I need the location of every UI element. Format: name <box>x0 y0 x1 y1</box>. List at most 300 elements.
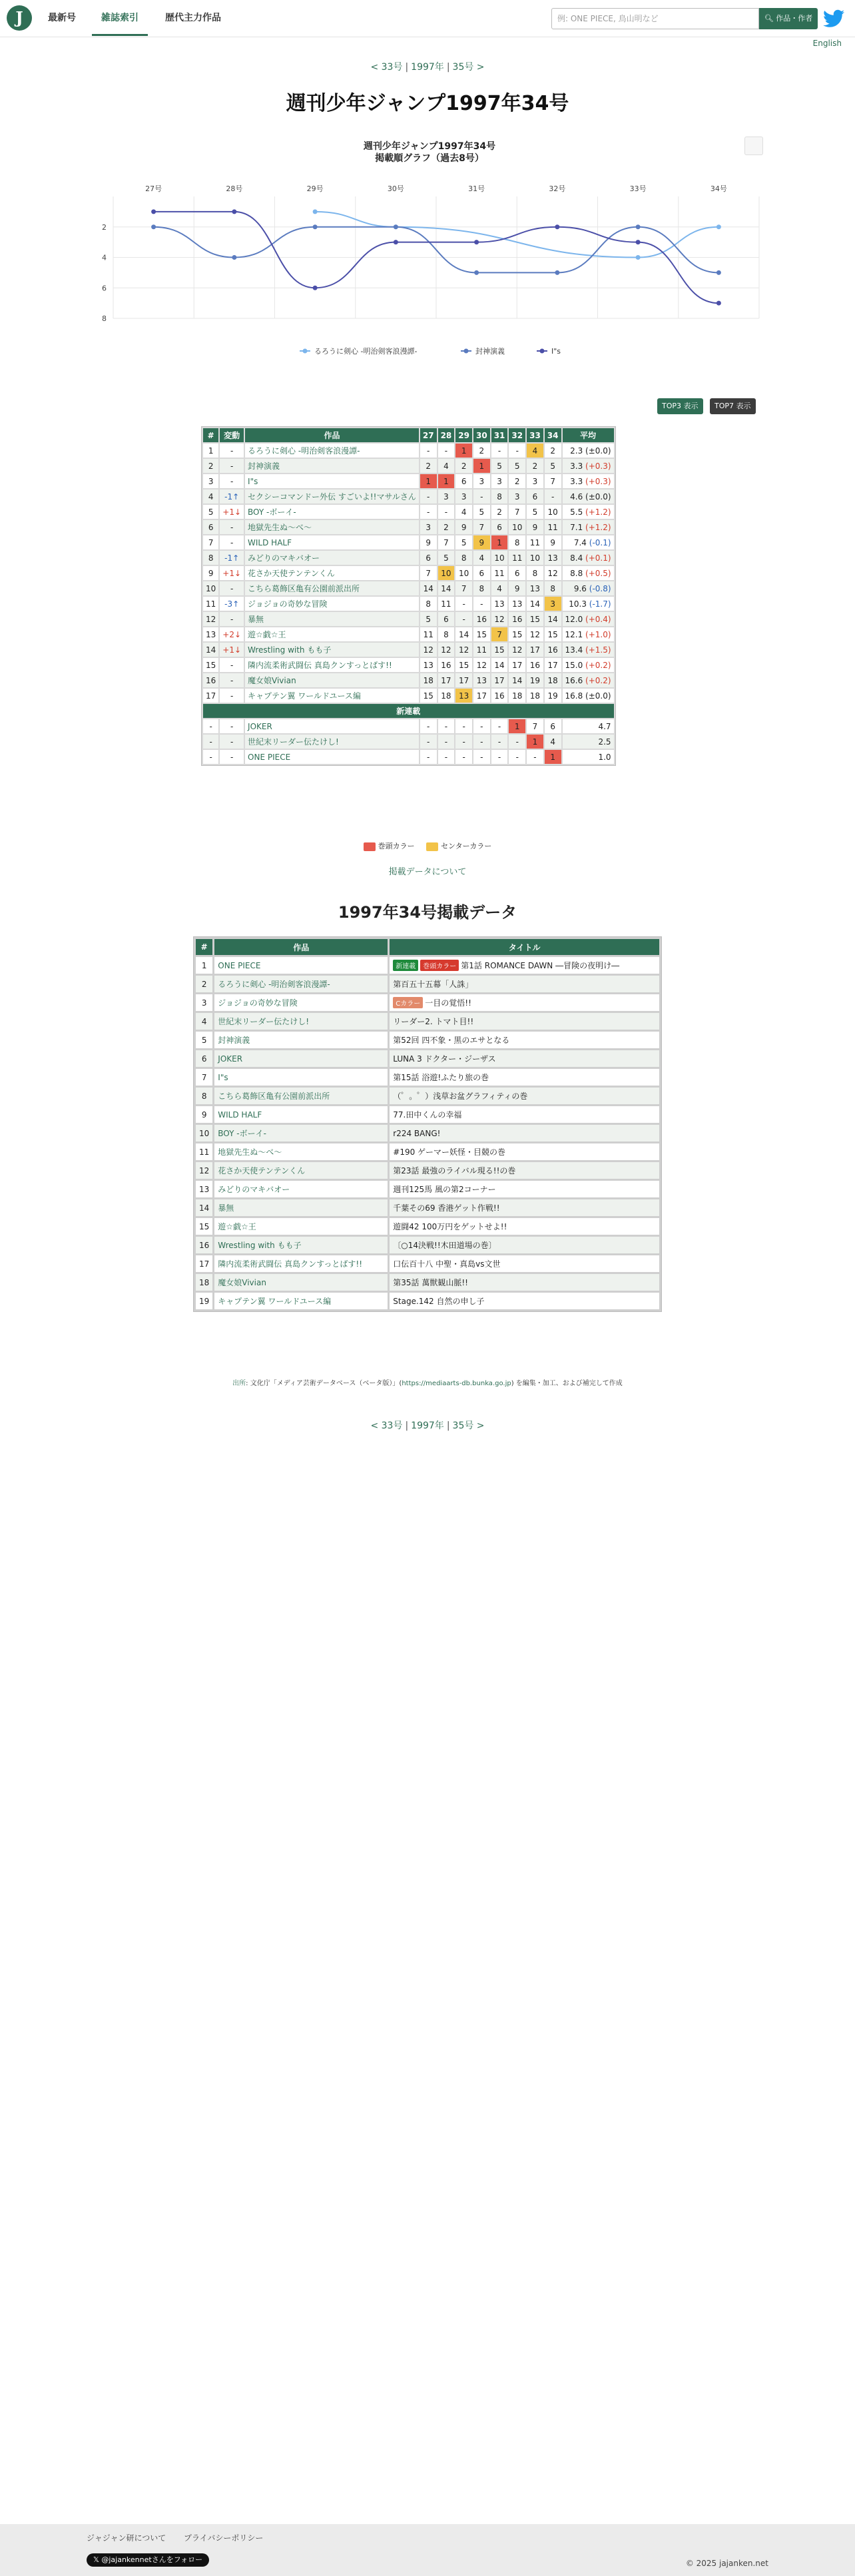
work-link[interactable]: JOKER <box>248 721 272 731</box>
chart-point[interactable] <box>636 255 641 260</box>
average-value: 9.6 <box>573 583 587 593</box>
work-link[interactable]: BOY -ボーイ- <box>248 507 296 517</box>
chart-point[interactable] <box>313 209 318 214</box>
work-link[interactable]: Wrestling with もも子 <box>218 1241 302 1250</box>
chart-point[interactable] <box>394 224 398 229</box>
chart-point[interactable] <box>232 255 236 260</box>
footer-privacy-link[interactable]: プライバシーポリシー <box>184 2533 264 2543</box>
rank-average <box>563 581 614 595</box>
average-value: 4.7 <box>598 721 611 731</box>
work-link[interactable]: キャプテン翼 ワールドユース編 <box>248 691 361 701</box>
rank-cell: 17 <box>455 673 472 687</box>
issue-title-cell <box>390 1181 659 1197</box>
rank-cell: 5 <box>545 459 561 473</box>
work-link[interactable]: 封神演義 <box>248 462 280 471</box>
work-link[interactable]: 世紀末リーダー伝たけし! <box>248 737 339 747</box>
average-value: 3.3 <box>570 461 583 471</box>
page-title: 週刊少年ジャンプ1997年34号 <box>286 92 569 115</box>
chart-point[interactable] <box>313 224 318 229</box>
issue-data-heading: 1997年34号掲載データ <box>338 903 517 922</box>
rank-chart <box>93 137 766 376</box>
issue-row <box>196 1013 659 1030</box>
issue-work-cell <box>214 1013 388 1030</box>
rank-col-header: 29 <box>455 428 472 442</box>
search-button[interactable] <box>759 8 818 29</box>
rank-col-header: 34 <box>545 428 561 442</box>
rank-cell: 6 <box>438 612 455 626</box>
rank-cell: 16 <box>438 658 455 672</box>
top7-button[interactable]: TOP7 表示 <box>710 398 756 414</box>
new-series-row <box>203 750 614 764</box>
issue-order: 3 <box>196 994 212 1011</box>
rank-cell: 10 <box>509 520 525 534</box>
legend-marker <box>464 349 469 354</box>
work-link[interactable]: こちら葛飾区亀有公園前派出所 <box>218 1092 330 1101</box>
rank-title-cell <box>245 719 419 733</box>
rank-cell: - <box>491 750 508 764</box>
rank-cell: - <box>438 735 455 749</box>
site-header <box>0 0 855 37</box>
source-label[interactable]: 出所 <box>232 1380 246 1387</box>
chart-point[interactable] <box>151 209 156 214</box>
average-value: 10.3 <box>569 599 587 609</box>
rank-cell: 8 <box>491 489 508 503</box>
issue-title-cell <box>390 1013 659 1030</box>
rank-cell: - <box>420 505 437 519</box>
source-link[interactable]: https://mediaarts-db.bunka.go.jp <box>402 1380 511 1387</box>
chart-x-tick-label: 32号 <box>549 184 566 193</box>
rank-number: - <box>203 735 218 749</box>
chart-point[interactable] <box>636 240 641 244</box>
average-diff: (+0.5) <box>585 568 611 578</box>
issue-order: 8 <box>196 1088 212 1104</box>
rank-cell: 17 <box>527 643 543 657</box>
search-icon: 🔍︎ <box>764 14 774 23</box>
rank-cell: 9 <box>420 535 437 549</box>
issue-work-cell <box>214 1125 388 1141</box>
chart-point[interactable] <box>716 270 721 275</box>
rank-cell: 6 <box>509 566 525 580</box>
rank-change: - <box>220 444 244 458</box>
rank-change: +1↓ <box>220 566 244 580</box>
issue-order: 10 <box>196 1125 212 1141</box>
issue-order: 6 <box>196 1050 212 1067</box>
average-diff: (+1.2) <box>585 507 611 517</box>
rank-col-header: 32 <box>509 428 525 442</box>
issue-work-cell <box>214 1255 388 1272</box>
episode-title: 第百五十五幕「人誅」 <box>393 980 473 989</box>
average-value: 1.0 <box>598 752 611 762</box>
issue-work-cell <box>214 1162 388 1179</box>
work-link[interactable]: 隣内流柔術武闘伝 真島クンすっとばす!! <box>248 661 392 670</box>
year-link[interactable]: 1997年 <box>411 1421 444 1431</box>
rank-cell: 13 <box>491 597 508 611</box>
rank-title-cell <box>245 735 419 749</box>
issue-row <box>196 1237 659 1253</box>
rank-average <box>563 489 614 503</box>
average-diff: (+0.1) <box>585 553 611 563</box>
chart-plot <box>93 176 766 376</box>
rank-cell: - <box>491 444 508 458</box>
issue-title-cell <box>390 1255 659 1272</box>
rank-cell: 14 <box>420 581 437 595</box>
episode-title: 第1話 ROMANCE DAWN ―冒険の夜明け― <box>461 961 620 970</box>
rank-change: - <box>220 612 244 626</box>
year-link[interactable]: 1997年 <box>411 62 444 73</box>
issue-order: 5 <box>196 1032 212 1048</box>
rank-cell: 16 <box>491 689 508 703</box>
rank-change: - <box>220 535 244 549</box>
pager-separator: | <box>405 62 409 73</box>
rank-cell: 8 <box>420 597 437 611</box>
prev-issue-link[interactable]: < 33号 <box>370 62 403 73</box>
rank-cell: 18 <box>420 673 437 687</box>
follow-button[interactable]: 𝕏 @jajankennetさんをフォロー <box>87 2553 209 2567</box>
next-issue-link[interactable]: 35号 > <box>452 1421 485 1431</box>
legend-label[interactable]: 封神演義 <box>475 347 505 356</box>
chart-point[interactable] <box>716 301 721 306</box>
chart-point[interactable] <box>474 240 479 244</box>
issue-order: 2 <box>196 976 212 992</box>
rank-cell: 1 <box>438 474 455 488</box>
rank-number: 14 <box>203 643 218 657</box>
chart-point[interactable] <box>232 209 236 214</box>
rank-cell: - <box>473 489 490 503</box>
rank-cell: 1 <box>420 474 437 488</box>
rank-cell: 13 <box>545 551 561 565</box>
work-link[interactable]: WILD HALF <box>248 537 292 547</box>
work-link[interactable]: I"s <box>248 476 258 486</box>
rank-cell: 3 <box>473 474 490 488</box>
rank-cell: 6 <box>491 520 508 534</box>
rank-row <box>203 566 614 580</box>
color-badge: 巻頭カラー <box>420 960 459 971</box>
issue-work-cell <box>214 1143 388 1160</box>
rank-cell: 12 <box>545 566 561 580</box>
rank-cell: 11 <box>527 535 543 549</box>
issue-row <box>196 1125 659 1141</box>
rank-title-cell <box>245 566 419 580</box>
rank-cell: 6 <box>420 551 437 565</box>
work-link[interactable]: WILD HALF <box>218 1110 262 1120</box>
average-diff: (+1.5) <box>585 645 611 655</box>
issue-order: 19 <box>196 1293 212 1309</box>
work-link[interactable]: 隣内流柔術武闘伝 真島クンすっとばす!! <box>218 1259 362 1269</box>
rank-change: -1↑ <box>220 551 244 565</box>
legend-cover-label: 巻頭カラー <box>378 842 415 850</box>
work-link[interactable]: セクシーコマンドー外伝 すごいよ!!マサルさん <box>248 492 416 501</box>
episode-title: 第35話 萬獣観山脈!! <box>393 1278 468 1287</box>
chart-x-tick-label: 27号 <box>145 184 162 193</box>
issue-title-cell <box>390 976 659 992</box>
work-link[interactable]: みどりのマキバオー <box>248 553 320 563</box>
rank-change: - <box>220 658 244 672</box>
work-link[interactable]: 暴無 <box>218 1203 234 1213</box>
work-link[interactable]: 暴無 <box>248 615 264 624</box>
rank-cell: 2 <box>420 459 437 473</box>
rank-cell: 3 <box>455 489 472 503</box>
work-link[interactable]: ONE PIECE <box>218 960 261 970</box>
issue-pager-bottom <box>0 1419 855 1432</box>
rank-title-cell <box>245 459 419 473</box>
chart-point[interactable] <box>474 270 479 275</box>
rank-cell: 12 <box>420 643 437 657</box>
rank-change: - <box>220 581 244 595</box>
rank-cell: 15 <box>527 612 543 626</box>
search-button-label: 作品・作者 <box>776 14 813 23</box>
rank-cell: 2 <box>545 444 561 458</box>
average-value: 16.8 <box>565 691 583 701</box>
rank-cell: 4 <box>545 735 561 749</box>
rank-cell: 3 <box>509 489 525 503</box>
work-link[interactable]: ジョジョの奇妙な冒険 <box>248 599 328 609</box>
rank-title-cell <box>245 551 419 565</box>
rank-cell: 3 <box>527 474 543 488</box>
work-link[interactable]: 遊☆戯☆王 <box>248 630 286 639</box>
work-link[interactable]: キャプテン翼 ワールドユース編 <box>218 1297 332 1306</box>
work-link[interactable]: 花さか天使テンテンくん <box>248 569 335 578</box>
nav-main-works[interactable]: 歴代主力作品 <box>165 13 221 23</box>
rank-number: - <box>203 750 218 764</box>
rank-cell: 7 <box>455 581 472 595</box>
issue-row <box>196 976 659 992</box>
work-link[interactable]: ONE PIECE <box>248 752 291 762</box>
chart-point[interactable] <box>555 270 559 275</box>
rank-cell: 12 <box>438 643 455 657</box>
work-link[interactable]: 魔女娘Vivian <box>248 676 296 685</box>
work-link[interactable]: るろうに剣心 -明治剣客浪漫譚- <box>248 446 360 456</box>
twitter-icon[interactable] <box>823 9 844 28</box>
rank-cell: 14 <box>509 673 525 687</box>
chart-point[interactable] <box>151 224 156 229</box>
rank-cell: - <box>509 444 525 458</box>
issue-row <box>196 1032 659 1048</box>
rank-average <box>563 520 614 534</box>
rank-cell: - <box>491 719 508 733</box>
work-link[interactable]: 花さか天使テンテンくん <box>218 1166 306 1175</box>
issue-row <box>196 1218 659 1235</box>
work-link[interactable]: るろうに剣心 -明治剣客浪漫譚- <box>218 980 330 989</box>
issue-title-cell <box>390 1032 659 1048</box>
issue-title-cell <box>390 1162 659 1179</box>
rank-col-header: 作品 <box>245 428 419 442</box>
issue-order: 17 <box>196 1255 212 1272</box>
rank-number: 1 <box>203 444 218 458</box>
rank-cell: - <box>455 735 472 749</box>
issue-title-cell <box>390 957 659 974</box>
data-about-link[interactable]: 掲載データについて <box>388 867 467 877</box>
issue-order: 15 <box>196 1218 212 1235</box>
rank-average <box>563 689 614 703</box>
legend-marker <box>540 349 545 354</box>
rank-cell: 8 <box>527 566 543 580</box>
rank-col-header: 27 <box>420 428 437 442</box>
rank-cell: 7 <box>473 520 490 534</box>
work-link[interactable]: Wrestling with もも子 <box>248 645 332 655</box>
episode-title: Stage.142 自然の申し子 <box>393 1297 485 1306</box>
rank-cell: 1 <box>491 535 508 549</box>
rank-cell: - <box>491 735 508 749</box>
average-value: 12.1 <box>565 629 583 639</box>
footer-about-link[interactable]: ジャジャン研について <box>87 2533 166 2543</box>
rank-cell: 8 <box>473 581 490 595</box>
episode-title: 遊闘42 100万円をゲットせよ!! <box>393 1222 507 1231</box>
rank-cell: 12 <box>527 627 543 641</box>
language-link[interactable]: English <box>812 39 842 48</box>
rank-number: 9 <box>203 566 218 580</box>
rank-cell: - <box>455 719 472 733</box>
rank-number: 5 <box>203 505 218 519</box>
issue-row <box>196 1106 659 1123</box>
rank-cell: 11 <box>438 597 455 611</box>
work-link[interactable]: 地獄先生ぬ～べ～ <box>248 523 312 532</box>
rank-cell: - <box>455 750 472 764</box>
rank-change: +1↓ <box>220 643 244 657</box>
rank-average <box>563 597 614 611</box>
work-link[interactable]: 封神演義 <box>218 1036 250 1045</box>
rank-cell: 17 <box>491 673 508 687</box>
rank-cell: 5 <box>420 612 437 626</box>
issue-pager-top <box>0 60 855 73</box>
rank-cell: 3 <box>438 489 455 503</box>
rank-col-header: 変動 <box>220 428 244 442</box>
rank-col-header: 33 <box>527 428 543 442</box>
chart-y-tick-label: 6 <box>102 284 107 293</box>
rank-number: 11 <box>203 597 218 611</box>
rank-cell: 12 <box>509 643 525 657</box>
issue-col-header: タイトル <box>390 939 659 955</box>
work-link[interactable]: みどりのマキバオー <box>218 1185 290 1194</box>
issue-order: 18 <box>196 1274 212 1291</box>
rank-row <box>203 474 614 488</box>
rank-cell: - <box>420 750 437 764</box>
work-link[interactable]: JOKER <box>218 1054 243 1064</box>
rank-average <box>563 535 614 549</box>
work-link[interactable]: 世紀末リーダー伝たけし! <box>218 1017 310 1026</box>
site-footer <box>0 2524 855 2576</box>
rank-table <box>201 426 616 766</box>
average-value: 15.0 <box>565 660 583 670</box>
rank-row <box>203 627 614 641</box>
rank-number: 17 <box>203 689 218 703</box>
rank-change: +1↓ <box>220 505 244 519</box>
rank-title-cell <box>245 474 419 488</box>
legend-label[interactable]: るろうに剣心 -明治剣客浪漫譚- <box>314 347 418 356</box>
episode-title: 第23話 最強のライバル現る!!の巻 <box>393 1166 516 1175</box>
work-link[interactable]: I"s <box>218 1072 228 1082</box>
episode-title: r224 BANG! <box>393 1128 441 1138</box>
new-series-row <box>203 735 614 749</box>
average-value: 5.5 <box>570 507 583 517</box>
work-link[interactable]: 魔女娘Vivian <box>218 1278 266 1287</box>
average-diff: (±0.0) <box>585 691 611 701</box>
next-issue-link[interactable]: 35号 > <box>452 62 485 73</box>
pager-separator: | <box>446 62 450 73</box>
work-link[interactable]: BOY -ボーイ- <box>218 1129 266 1138</box>
issue-title-cell <box>390 1199 659 1216</box>
rank-cell: - <box>420 444 437 458</box>
rank-cell: 14 <box>455 627 472 641</box>
issue-order: 16 <box>196 1237 212 1253</box>
rank-title-cell <box>245 597 419 611</box>
nav-magazine-index[interactable]: 雑誌索引 <box>92 0 148 36</box>
rank-cell: 15 <box>473 627 490 641</box>
rank-row <box>203 643 614 657</box>
rank-cell: 15 <box>455 658 472 672</box>
rank-title-cell <box>245 612 419 626</box>
rank-title-cell <box>245 489 419 503</box>
rank-title-cell <box>245 750 419 764</box>
rank-cell: 8 <box>438 627 455 641</box>
nav-latest-issue[interactable]: 最新号 <box>48 13 76 23</box>
issue-col-header: 作品 <box>214 939 388 955</box>
rank-title-cell <box>245 673 419 687</box>
rank-cell: 2 <box>473 444 490 458</box>
color-legend <box>0 840 855 851</box>
rank-cell: 16 <box>509 612 525 626</box>
top3-button[interactable]: TOP3 表示 <box>657 398 703 414</box>
chart-point[interactable] <box>555 224 559 229</box>
pager-separator: | <box>446 1421 450 1431</box>
work-link[interactable]: 遊☆戯☆王 <box>218 1222 256 1231</box>
episode-title: 〔○14決戦!!木田道場の巻〕 <box>393 1241 497 1250</box>
chart-point[interactable] <box>313 286 318 290</box>
rank-cell: - <box>509 750 525 764</box>
legend-label[interactable]: I"s <box>551 347 561 356</box>
rank-row <box>203 520 614 534</box>
chart-point[interactable] <box>716 224 721 229</box>
work-link[interactable]: ジョジョの奇妙な冒険 <box>218 998 298 1008</box>
chart-point[interactable] <box>636 224 641 229</box>
chart-point[interactable] <box>394 240 398 244</box>
rank-cell: 7 <box>509 505 525 519</box>
rank-number: - <box>203 719 218 733</box>
rank-change: -1↑ <box>220 489 244 503</box>
issue-work-cell <box>214 1069 388 1086</box>
new-series-row <box>203 719 614 733</box>
rank-row <box>203 612 614 626</box>
issue-work-cell <box>214 1032 388 1048</box>
work-link[interactable]: 地獄先生ぬ～べ～ <box>218 1147 282 1157</box>
average-diff: (-0.8) <box>589 583 611 593</box>
rank-cell: 8 <box>455 551 472 565</box>
rank-average <box>563 673 614 687</box>
rank-cell: 17 <box>509 658 525 672</box>
rank-cell: 12 <box>473 658 490 672</box>
prev-issue-link[interactable]: < 33号 <box>370 1421 403 1431</box>
rank-average <box>563 735 614 749</box>
site-logo[interactable]: J <box>7 5 32 31</box>
issue-row <box>196 957 659 974</box>
search-input[interactable]: 例: ONE PIECE, 鳥山明など <box>551 8 759 29</box>
work-link[interactable]: こちら葛飾区亀有公園前派出所 <box>248 584 360 593</box>
rank-cell: - <box>420 735 437 749</box>
chart-menu-button[interactable] <box>744 137 763 155</box>
rank-cell: 6 <box>545 719 561 733</box>
issue-title-cell <box>390 1088 659 1104</box>
episode-title: 一目の覚悟!! <box>425 998 471 1008</box>
rank-cell: 9 <box>527 520 543 534</box>
rank-cell: 5 <box>438 551 455 565</box>
chart-x-tick-label: 29号 <box>306 184 324 193</box>
rank-cell: 4 <box>527 444 543 458</box>
issue-row <box>196 1293 659 1309</box>
rank-cell: 7 <box>545 474 561 488</box>
rank-cell: 10 <box>545 505 561 519</box>
rank-number: 6 <box>203 520 218 534</box>
rank-cell: 1 <box>473 459 490 473</box>
average-diff: (+0.4) <box>585 614 611 624</box>
